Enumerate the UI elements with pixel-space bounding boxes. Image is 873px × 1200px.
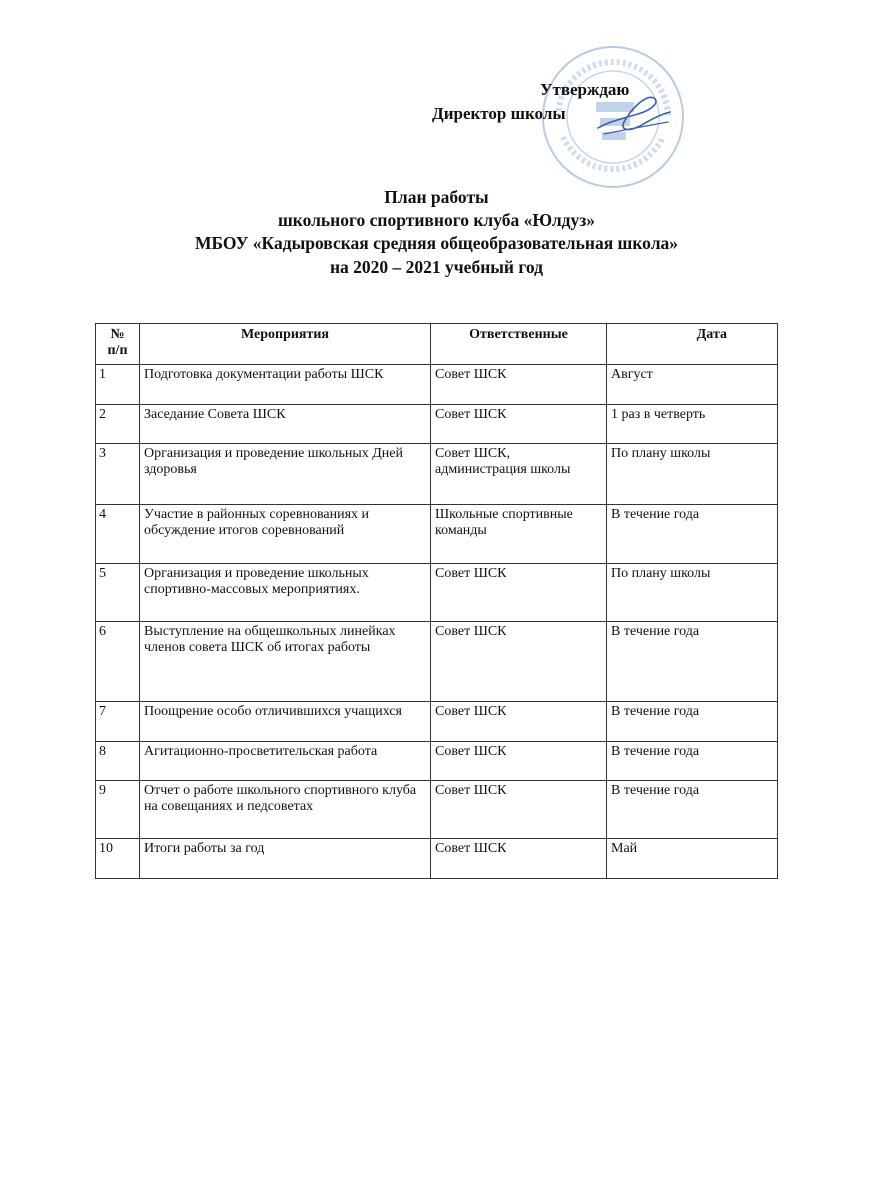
table-row — [96, 365, 778, 405]
row-responsible: Школьные спортивные команды — [431, 505, 607, 564]
doc-title-line-1: План работы — [384, 187, 489, 207]
header-number-top: № — [110, 327, 125, 342]
table-row — [96, 622, 778, 702]
table-row — [96, 702, 778, 742]
table-row — [96, 505, 778, 564]
row-number: 3 — [96, 444, 140, 505]
table-header-row — [96, 324, 778, 365]
row-date: Май — [607, 839, 778, 879]
row-responsible: Совет ШСК, администрация школы — [431, 444, 607, 505]
row-responsible: Совет ШСК — [431, 622, 607, 702]
row-number: 6 — [96, 622, 140, 702]
row-responsible: Совет ШСК — [431, 742, 607, 781]
row-date: В течение года — [607, 702, 778, 742]
row-number: 1 — [96, 365, 140, 405]
row-number: 5 — [96, 564, 140, 622]
header-number — [96, 324, 140, 365]
row-responsible: Совет ШСК — [431, 365, 607, 405]
row-date: В течение года — [607, 505, 778, 564]
row-responsible: Совет ШСК — [431, 564, 607, 622]
row-responsible: Совет ШСК — [431, 702, 607, 742]
table-row — [96, 564, 778, 622]
plan-table — [95, 323, 778, 879]
row-date: В течение года — [607, 622, 778, 702]
row-responsible: Совет ШСК — [431, 781, 607, 839]
table-row — [96, 405, 778, 444]
approval-role: Директор школы — [432, 104, 566, 123]
row-date: В течение года — [607, 781, 778, 839]
table-row — [96, 781, 778, 839]
row-event: Организация и проведение школьных спортивно-массовых мероприятиях. — [140, 564, 431, 622]
approval-word: Утверждаю — [540, 80, 630, 99]
row-event: Отчет о работе школьного спортивного клуба на совещаниях и педсоветах — [140, 781, 431, 839]
row-number: 4 — [96, 505, 140, 564]
doc-title-line-4: на 2020 – 2021 учебный год — [329, 257, 544, 277]
row-event: Итоги работы за год — [140, 839, 431, 879]
row-date: В течение года — [607, 742, 778, 781]
row-date: Август — [607, 365, 778, 405]
row-number: 9 — [96, 781, 140, 839]
row-event: Агитационно-просветительская работа — [140, 742, 431, 781]
row-event: Поощрение особо отличившихся учащихся — [140, 702, 431, 742]
row-responsible: Совет ШСК — [431, 839, 607, 879]
table-row — [96, 839, 778, 879]
doc-title-line-2: школьного спортивного клуба «Юлдуз» — [277, 210, 596, 230]
row-date: По плану школы — [607, 444, 778, 505]
header-number-bottom: п/п — [107, 343, 128, 358]
row-event: Подготовка документации работы ШСК — [140, 365, 431, 405]
row-event: Выступление на общешкольных линейках членов совета ШСК об итогах работы — [140, 622, 431, 702]
row-number: 7 — [96, 702, 140, 742]
header-date: Дата — [607, 324, 778, 365]
row-number: 8 — [96, 742, 140, 781]
row-event: Организация и проведение школьных Дней здоровья — [140, 444, 431, 505]
table-row — [96, 742, 778, 781]
row-date: 1 раз в четверть — [607, 405, 778, 444]
row-date: По плану школы — [607, 564, 778, 622]
header-responsible: Ответственные — [431, 324, 607, 365]
header-events: Мероприятия — [140, 324, 431, 365]
row-number: 2 — [96, 405, 140, 444]
row-responsible: Совет ШСК — [431, 405, 607, 444]
row-event: Участие в районных соревнованиях и обсуждение итогов соревнований — [140, 505, 431, 564]
row-number: 10 — [96, 839, 140, 879]
table-row — [96, 444, 778, 505]
row-event: Заседание Совета ШСК — [140, 405, 431, 444]
doc-title-line-3: МБОУ «Кадыровская средняя общеобразовательная школа» — [194, 233, 679, 253]
